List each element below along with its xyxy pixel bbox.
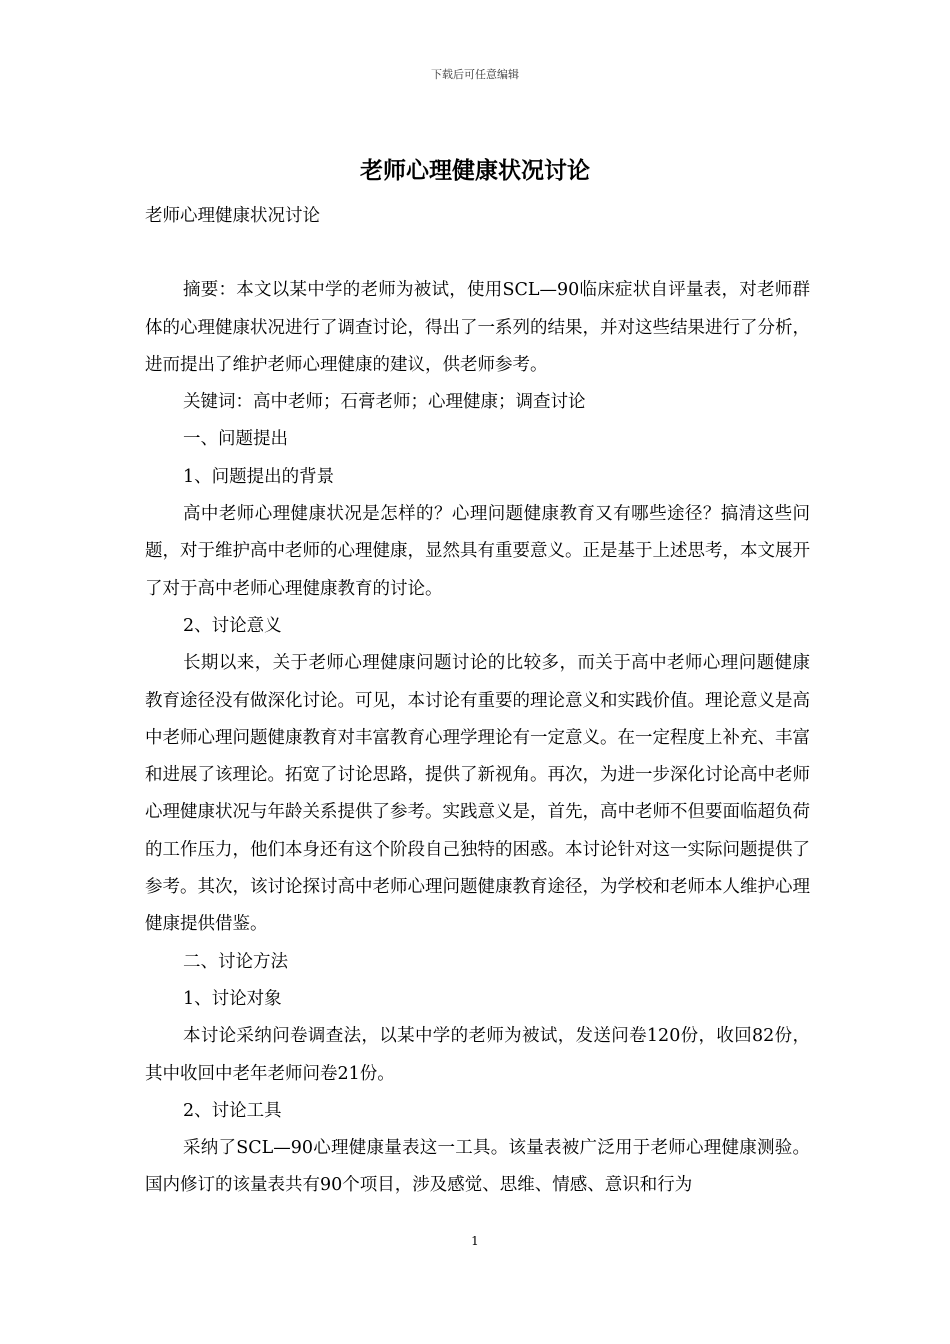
- subsection-heading: 1、问题提出的背景: [183, 466, 335, 487]
- document-title: 老师心理健康状况讨论: [360, 157, 590, 184]
- body-paragraph: 长期以来，关于老师心理健康问题讨论的比较多，而关于高中老师心理问题健康教育途径没有做深化讨论。可见，本讨论有重要的理论意义和实践价值。理论意义是高中老师心理问题健康教育对丰富教育心理学理论有一定意义。在一定程度上补充、丰富和进展了该理论。拓宽了讨论思路，提供了新视角。再次，为进一步深化讨论高中老师心理健康状况与年龄关系提供了参考。实践意义是，首先，高中老师不但要面临超负荷的工作压力，他们本身还有这个阶段自己独特的困惑。本讨论针对这一实际问题提供了参考。其次，该讨论探讨高中老师心理问题健康教育途径，为学校和老师本人维护心理健康提供借鉴。: [145, 653, 810, 935]
- body-paragraph: 高中老师心理健康状况是怎样的？心理问题健康教育又有哪些途径？搞清这些问题，对于维护高中老师的心理健康，显然具有重要意义。正是基于上述思考，本文展开了对于高中老师心理健康教育的讨论。: [145, 504, 810, 599]
- subsection-heading: 1、讨论对象: [183, 988, 282, 1009]
- page-header-note: 下载后可任意编辑: [431, 68, 519, 81]
- section-heading: 二、讨论方法: [183, 951, 288, 972]
- subsection-heading: 2、讨论工具: [183, 1100, 282, 1121]
- body-paragraph: 采纳了SCL—90心理健康量表这一工具。该量表被广泛用于老师心理健康测验。国内修订的该量表共有90个项目，涉及感觉、思维、情感、意识和行为: [145, 1138, 810, 1196]
- page-number: 1: [471, 1234, 479, 1248]
- blank-line: [145, 235, 810, 272]
- keywords-paragraph: 关键词：高中老师；石膏老师；心理健康；调查讨论: [183, 392, 586, 413]
- document-subtitle: 老师心理健康状况讨论: [145, 206, 320, 226]
- body-paragraph: 本讨论采纳问卷调查法，以某中学的老师为被试，发送问卷120份，收回82份，其中收回中老年老师问卷21份。: [145, 1026, 810, 1084]
- abstract-paragraph: 摘要：本文以某中学的老师为被试，使用SCL—90临床症状自评量表，对老师群体的心理健康状况进行了调查讨论，得出了一系列的结果，并对这些结果进行了分析，进而提出了维护老师心理健康的建议，供老师参考。: [145, 280, 810, 375]
- subsection-heading: 2、讨论意义: [183, 615, 282, 636]
- section-heading: 一、问题提出: [183, 429, 288, 450]
- document-body: [145, 198, 810, 1205]
